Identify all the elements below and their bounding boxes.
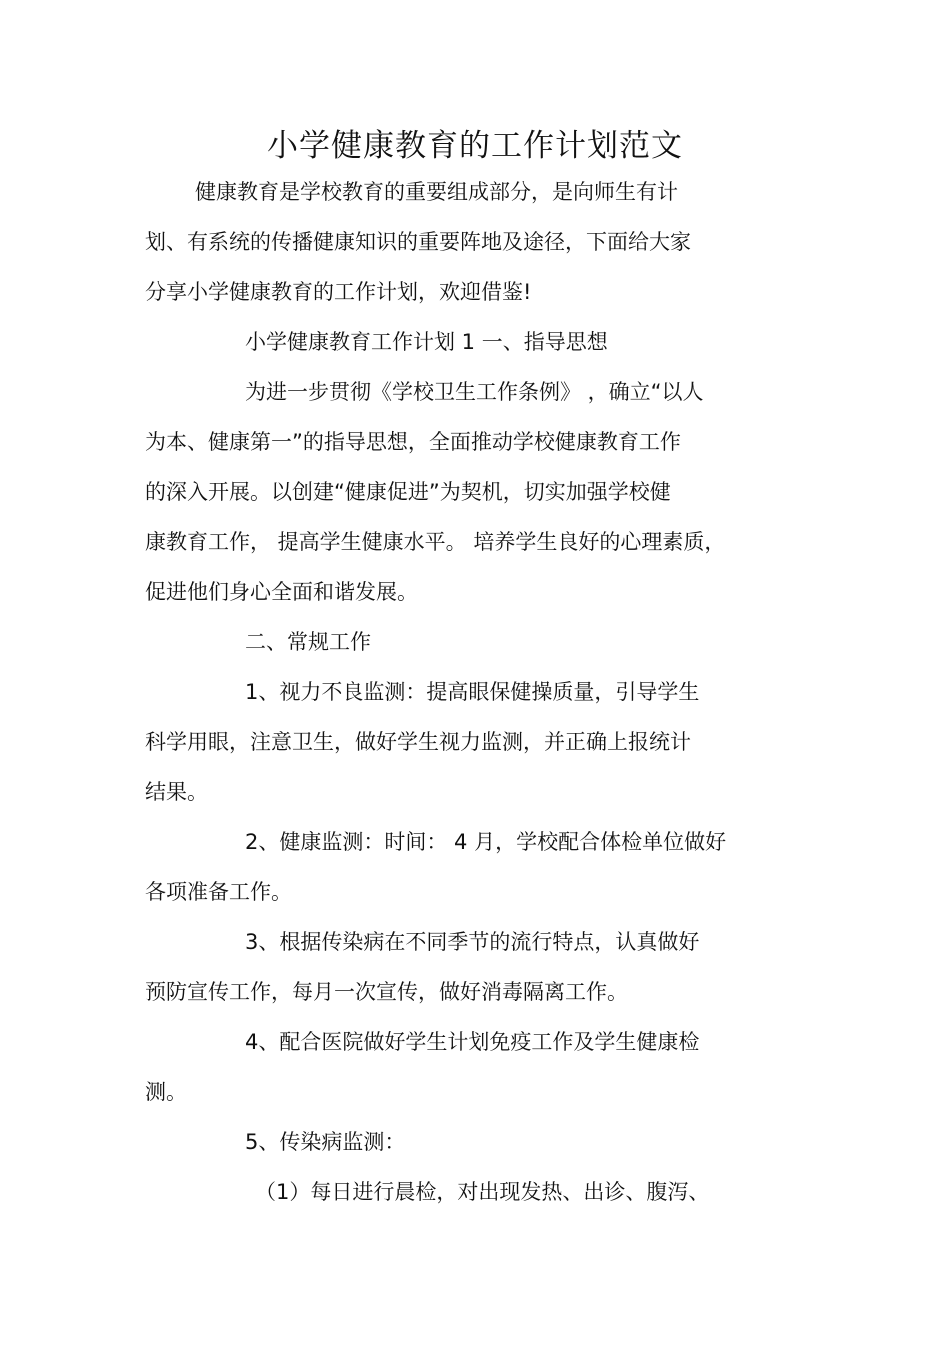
section-heading-line: 二、常规工作 — [245, 630, 371, 654]
paragraph-line: 划、有系统的传播健康知识的重要阵地及途径，下面给大家 — [145, 230, 691, 254]
sub-list-item-line: （1）每日进行晨检，对出现发热、出诊、腹泻、 — [255, 1180, 710, 1204]
paragraph-line: 促进他们身心全面和谐发展。 — [145, 580, 418, 604]
paragraph-line: 各项准备工作。 — [145, 880, 292, 904]
paragraph-line: 分享小学健康教育的工作计划，欢迎借鉴! — [145, 280, 532, 304]
paragraph-line: 测。 — [145, 1080, 187, 1104]
list-item-line: 2、健康监测：时间： 4 月，学校配合体检单位做好 — [245, 830, 727, 854]
paragraph-line: 科学用眼，注意卫生，做好学生视力监测，并正确上报统计 — [145, 730, 691, 754]
paragraph-line: 康教育工作， 提高学生健康水平。 培养学生良好的心理素质， — [145, 530, 726, 554]
paragraph-line: 的深入开展。以创建“健康促进”为契机，切实加强学校健 — [145, 480, 671, 504]
section-heading-line: 小学健康教育工作计划 1 一、指导思想 — [245, 330, 608, 354]
document-title: 小学健康教育的工作计划范文 — [267, 128, 683, 164]
list-item-line: 1、视力不良监测：提高眼保健操质量，引导学生 — [245, 680, 700, 704]
list-item-line: 4、配合医院做好学生计划免疫工作及学生健康检 — [245, 1030, 700, 1054]
paragraph-line: 为本、健康第一”的指导思想，全面推动学校健康教育工作 — [145, 430, 681, 454]
paragraph-line: 健康教育是学校教育的重要组成部分，是向师生有计 — [195, 180, 678, 204]
list-item-line: 3、根据传染病在不同季节的流行特点，认真做好 — [245, 930, 700, 954]
paragraph-line: 为进一步贯彻《学校卫生工作条例》 ，确立“以人 — [245, 380, 704, 404]
paragraph-line: 预防宣传工作，每月一次宣传，做好消毒隔离工作。 — [145, 980, 628, 1004]
list-item-line: 5、传染病监测： — [245, 1130, 406, 1154]
paragraph-line: 结果。 — [145, 780, 208, 804]
